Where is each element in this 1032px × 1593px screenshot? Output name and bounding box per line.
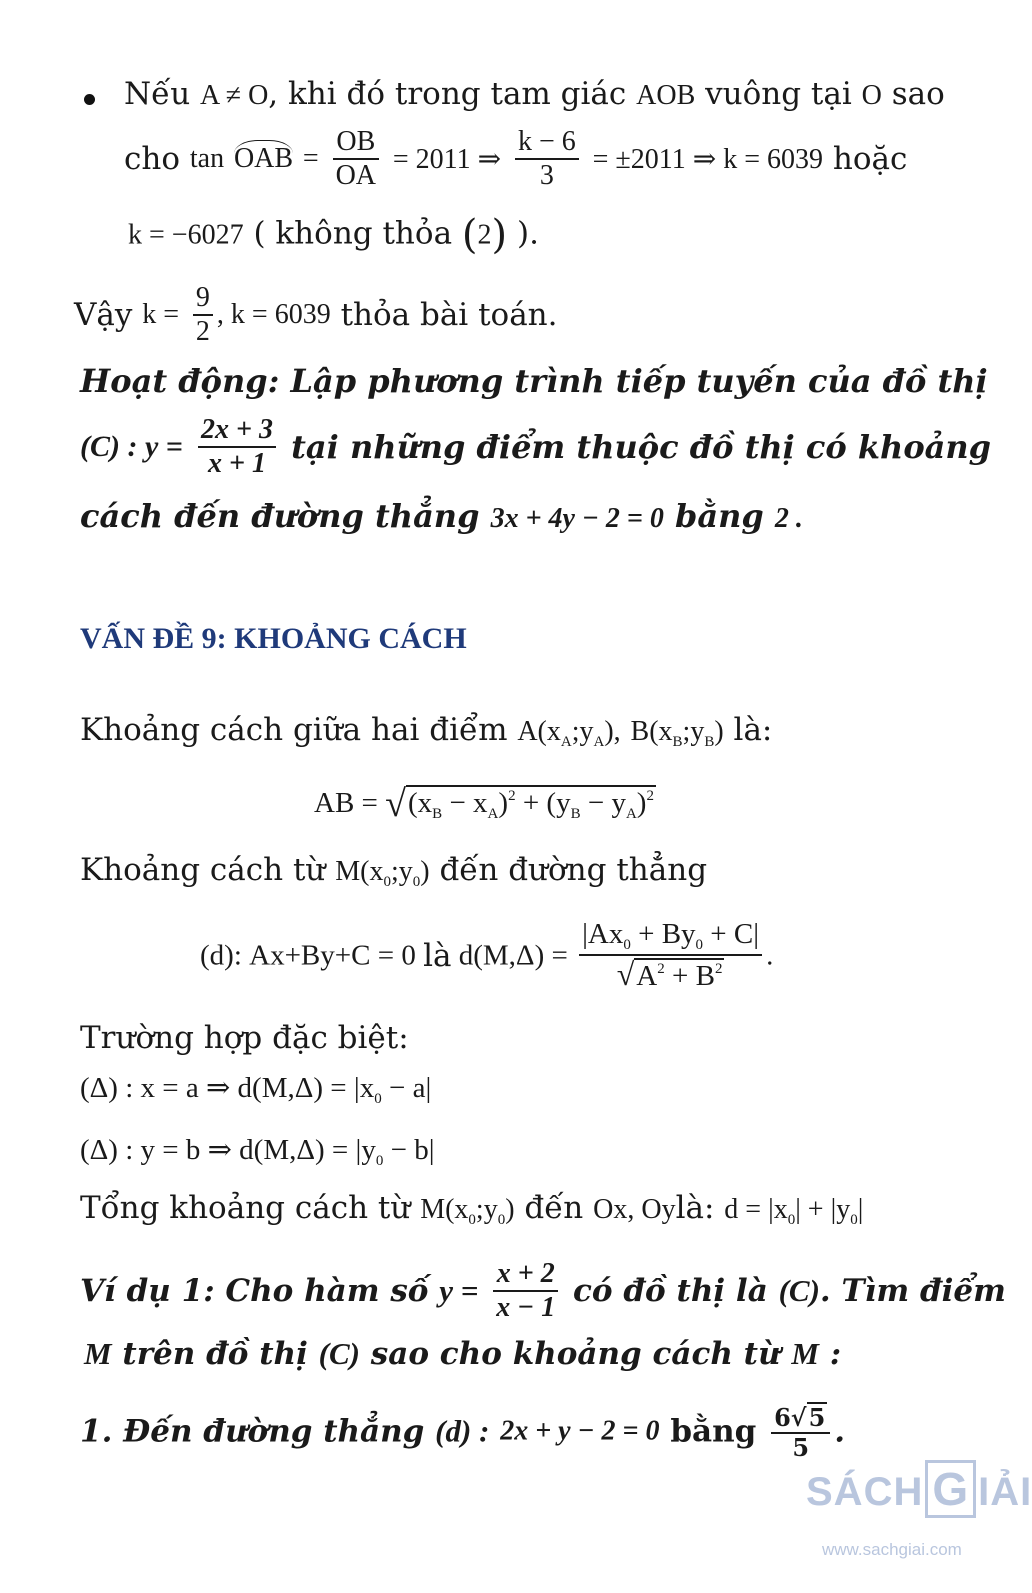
bullet-line-2 xyxy=(124,126,907,192)
math-part: B(x xyxy=(630,716,673,747)
math-part: − b| xyxy=(383,1134,435,1166)
math-c: (C) xyxy=(318,1336,360,1371)
math-part: (Δ) : y = b ⇒ d(M,Δ) = |y xyxy=(80,1134,376,1166)
math-part: (x xyxy=(408,787,433,819)
sqrt-body: 5 xyxy=(808,1403,826,1432)
text: thỏa bài toán. xyxy=(340,297,558,334)
text: bằng xyxy=(675,497,764,535)
fraction-9-over-2 xyxy=(193,282,213,348)
ref-2: 2 xyxy=(477,219,492,251)
math-part: A xyxy=(636,960,658,993)
subscript: 0 xyxy=(375,1153,384,1169)
sqrt-sign: √ xyxy=(616,956,635,993)
fraction-denominator: 5 xyxy=(792,1432,810,1462)
subscript: A xyxy=(560,734,572,750)
math-part: − y xyxy=(580,787,626,819)
subscript: B xyxy=(672,734,683,750)
fraction-distance xyxy=(579,918,762,994)
logo-text: SÁCH xyxy=(806,1470,924,1514)
text: sao xyxy=(891,76,945,112)
watermark-logo xyxy=(806,1462,1032,1516)
math-point-m xyxy=(420,1194,515,1228)
subscript: 0 xyxy=(623,937,631,953)
math-part: − x xyxy=(442,787,488,819)
activity-line-3 xyxy=(80,497,803,535)
math-value-2: 2 . xyxy=(774,503,803,534)
math-part: ) xyxy=(498,787,509,819)
fraction-denominator: x − 1 xyxy=(496,1292,556,1324)
activity-line-1: Hoạt động: Lập phương trình tiếp tuyến của đồ thị xyxy=(80,362,988,400)
fraction-numerator: 9 xyxy=(193,282,213,316)
fraction-numerator: k − 6 xyxy=(515,126,579,160)
sum-distance-line xyxy=(80,1190,863,1229)
fraction-numerator: 2x + 3 xyxy=(198,414,276,448)
logo-text: IẢI xyxy=(978,1470,1032,1514)
activity-line-2 xyxy=(80,414,991,480)
fraction-k-6-over-3 xyxy=(515,126,579,192)
fraction-denominator: 2 xyxy=(195,316,210,348)
fraction-numerator: OB xyxy=(333,126,379,160)
math-part: ), xyxy=(604,716,621,747)
math-part: | + |y xyxy=(795,1194,851,1225)
math-part: − a| xyxy=(381,1072,432,1104)
math-part: M(x xyxy=(335,856,384,887)
math-expr: = ±2011 ⇒ k = 6039 xyxy=(592,144,823,176)
example-line-1 xyxy=(80,1258,1006,1324)
text: Nếu xyxy=(124,76,191,112)
math-eq: = xyxy=(302,143,319,175)
bullet-dot xyxy=(84,90,95,109)
math-d-label: (d) : xyxy=(435,1413,490,1449)
text: ). xyxy=(516,215,539,252)
math-part: + C| xyxy=(703,918,760,950)
fraction-numerator: x + 2 xyxy=(493,1258,558,1292)
paren-right: ) xyxy=(491,212,508,258)
paren-left: ( xyxy=(461,212,478,258)
math-angle-oab: OAB xyxy=(234,140,293,174)
subscript: A xyxy=(487,806,499,822)
math-y-eq: y = xyxy=(439,1273,479,1309)
text: bằng xyxy=(670,1413,757,1450)
math-point-b xyxy=(630,716,724,750)
special-case-2 xyxy=(80,1132,435,1170)
math-part: M(x xyxy=(420,1194,469,1225)
math-c-y: (C) : y = xyxy=(80,430,183,464)
text: : xyxy=(829,1336,842,1372)
sqrt-body xyxy=(634,958,724,993)
subscript: 0 xyxy=(383,874,391,890)
math-part: + (y xyxy=(515,787,571,819)
subscript: 0 xyxy=(412,874,421,890)
math-expr: = 2011 ⇒ xyxy=(392,144,502,176)
distance-line-text xyxy=(80,852,707,891)
fraction-denominator: 3 xyxy=(539,160,554,192)
math-part: d = |x xyxy=(724,1194,788,1225)
math-line-eq: 2x + y − 2 = 0 xyxy=(500,1415,660,1447)
fraction-denominator xyxy=(579,956,762,993)
subscript: B xyxy=(432,806,443,822)
sqrt-sign: √ xyxy=(385,783,406,825)
text: Ví dụ 1: Cho hàm số xyxy=(80,1273,429,1310)
math-line-eq: 3x + 4y − 2 = 0 xyxy=(490,503,664,534)
fraction-denominator: OA xyxy=(335,160,377,192)
math-a-ne-o: A ≠ O xyxy=(200,80,269,111)
subscript: A xyxy=(625,806,637,822)
math-k-eq: k = xyxy=(142,299,180,331)
math-point-a xyxy=(517,716,621,750)
math-part: ) xyxy=(714,716,724,747)
text: hoặc xyxy=(832,141,908,178)
subscript: 0 xyxy=(468,1212,476,1228)
math-m: M xyxy=(791,1336,819,1371)
math-part: ;y xyxy=(390,856,413,887)
math-line-eq: Ax+By+C = 0 xyxy=(249,939,416,972)
math-ab-eq: AB = xyxy=(314,787,378,819)
math-point-m xyxy=(335,856,430,890)
fraction-2x3-over-x1 xyxy=(198,414,276,480)
text: Khoảng cách từ xyxy=(80,852,326,888)
subscript: B xyxy=(704,734,715,750)
math-part: ;y xyxy=(682,716,705,747)
math-k-6039: , k = 6039 xyxy=(216,299,331,331)
fraction-numerator xyxy=(771,1402,830,1434)
math-d-label: (d): xyxy=(200,939,242,972)
subscript: 0 xyxy=(850,1212,858,1228)
math-part: ;y xyxy=(475,1194,498,1225)
math-k-value: k = −6027 xyxy=(128,219,244,251)
formula-ab xyxy=(314,782,656,826)
formula-distance xyxy=(200,918,773,994)
subscript: 0 xyxy=(787,1212,796,1228)
subscript: 0 xyxy=(695,937,704,953)
conclusion-line xyxy=(74,282,558,348)
math-c: (C) xyxy=(778,1273,820,1309)
text: , khi đó trong tam giác xyxy=(268,76,627,112)
subscript: 0 xyxy=(374,1091,382,1107)
text: Khoảng cách giữa hai điểm xyxy=(80,712,508,748)
math-part: + B xyxy=(664,960,715,993)
distance-points-line xyxy=(80,712,772,751)
math-part: (Δ) : x = a ⇒ d(M,Δ) = |x xyxy=(80,1072,375,1104)
math-part: A(x xyxy=(517,716,561,747)
text: cách đến đường thẳng xyxy=(80,497,480,535)
text: ( không thỏa xyxy=(253,215,453,252)
bullet-line-3 xyxy=(128,212,539,258)
fraction-denominator: x + 1 xyxy=(208,448,266,480)
text: là xyxy=(423,937,452,974)
text: . Tìm điểm xyxy=(819,1273,1006,1310)
math-part: + By xyxy=(630,918,696,950)
text: có đồ thị là xyxy=(573,1273,768,1310)
text: cho xyxy=(124,141,180,178)
math-sum-formula xyxy=(724,1194,864,1228)
fraction-x2-over-x1 xyxy=(493,1258,558,1324)
text: đến xyxy=(524,1190,584,1226)
math-dot: . xyxy=(766,939,774,972)
math-m: M xyxy=(84,1336,112,1371)
superscript: 2 xyxy=(508,788,516,804)
example-line-2 xyxy=(84,1336,841,1372)
subscript: B xyxy=(570,806,581,822)
subscript: A xyxy=(593,734,605,750)
math-dist: d(M,Δ) = xyxy=(458,939,568,972)
math-aob: AOB xyxy=(636,80,696,111)
logo-g-box: G xyxy=(925,1460,976,1518)
math-part: ) xyxy=(636,787,647,819)
special-cases-title: Trường hợp đặc biệt: xyxy=(80,1020,409,1056)
subscript: 0 xyxy=(497,1212,506,1228)
text: là: xyxy=(675,1190,715,1226)
text: . xyxy=(834,1413,846,1450)
sqrt-sign: √ xyxy=(790,1403,807,1432)
text: sao cho khoảng cách từ xyxy=(370,1336,781,1372)
watermark-url: www.sachgiai.com xyxy=(822,1540,962,1559)
text: đến đường thẳng xyxy=(439,852,708,888)
bullet-line-1 xyxy=(124,76,945,112)
math-part: | xyxy=(857,1194,864,1225)
math-part: 6 xyxy=(774,1403,791,1432)
text: Vậy xyxy=(74,297,133,334)
fraction-numerator xyxy=(579,918,762,956)
fraction-ob-oa xyxy=(333,126,379,192)
text: tại những điểm thuộc đồ thị có khoảng xyxy=(291,428,992,467)
superscript: 2 xyxy=(646,788,654,804)
text: Tổng khoảng cách từ xyxy=(80,1190,411,1226)
math-part: ) xyxy=(420,856,430,887)
text: 1. Đến đường thẳng xyxy=(80,1413,425,1450)
math-part: ;y xyxy=(571,716,594,747)
sqrt-body xyxy=(406,785,656,823)
superscript: 2 xyxy=(657,961,665,978)
fraction-6sqrt5-over-5 xyxy=(771,1402,830,1461)
special-case-1 xyxy=(80,1070,431,1108)
math-axes: Ox, Oy xyxy=(593,1194,676,1225)
text: trên đồ thị xyxy=(122,1336,308,1372)
math-part: ) xyxy=(505,1194,515,1225)
section-heading: VẤN ĐỀ 9: KHOẢNG CÁCH xyxy=(80,622,467,655)
text: là: xyxy=(733,712,773,748)
math-tan: tan xyxy=(189,143,225,175)
superscript: 2 xyxy=(714,961,723,978)
text: vuông tại xyxy=(705,76,852,112)
math-part: |Ax xyxy=(582,918,624,950)
math-o: O xyxy=(861,80,882,111)
example-item-1 xyxy=(80,1402,845,1461)
